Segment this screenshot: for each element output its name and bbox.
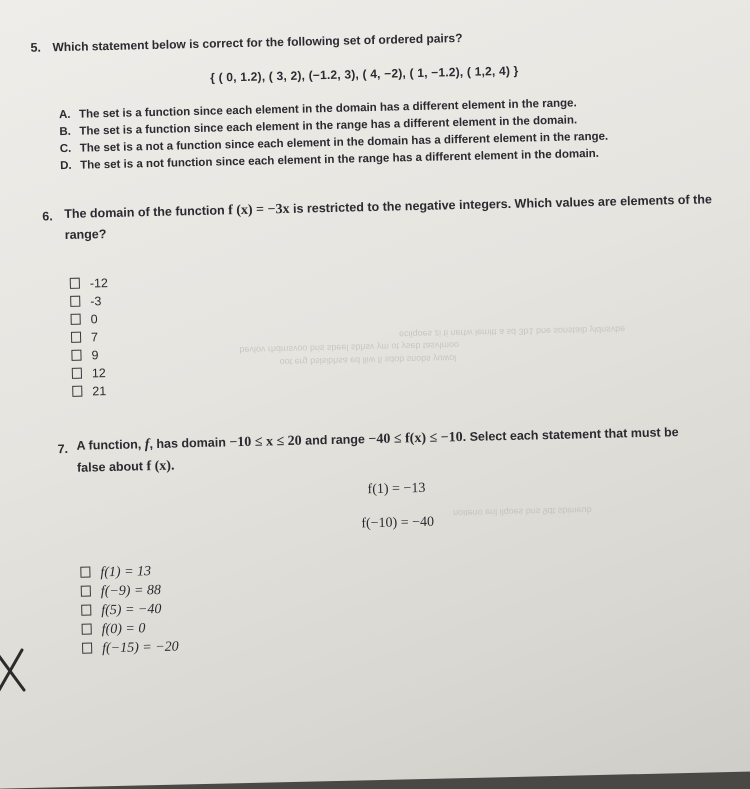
bleed-through-text: oot erg bslsibhsa ed lliw fi sdob snobs yuwol <box>279 353 457 368</box>
option-text: The set is a function since each element in the range has a different element in the domain. <box>79 114 578 138</box>
question-7-text-part: false about <box>76 459 144 475</box>
question-7-text-part: A function, <box>76 437 142 453</box>
bleed-through-text: noiteno eril ilqoes bns 9dt sbimeub <box>453 505 592 519</box>
choice-label: f(0) = 0 <box>101 621 146 638</box>
choice-7[interactable] <box>71 330 98 345</box>
choice-label: -12 <box>89 276 109 291</box>
choice-label: -3 <box>90 294 102 309</box>
choice-9[interactable] <box>71 348 98 363</box>
checkbox[interactable] <box>82 623 92 634</box>
checkbox[interactable] <box>72 386 82 397</box>
option-letter: B. <box>59 125 72 139</box>
checkbox[interactable] <box>71 314 81 325</box>
question-7-text-part: , has domain <box>149 435 227 452</box>
question-6-text-start: The domain of the function <box>64 203 225 222</box>
choice-f5-minus-40[interactable] <box>81 602 161 620</box>
checkbox[interactable] <box>70 278 80 289</box>
choice-12[interactable] <box>72 366 106 381</box>
question-6-text-range: range? <box>64 227 107 243</box>
checkbox[interactable] <box>72 368 82 379</box>
choice-label: f(1) = 13 <box>100 564 152 581</box>
checkbox[interactable] <box>71 332 81 343</box>
question-7-text-part: and range <box>305 432 366 448</box>
function-f: f <box>144 437 150 453</box>
choice-f1-13[interactable] <box>80 564 151 582</box>
range-inequality: −40 ≤ f(x) ≤ −10 <box>368 430 463 448</box>
choice-minus-3[interactable] <box>70 294 101 309</box>
choice-21[interactable] <box>72 384 106 399</box>
option-text: The set is a not a function since each element in the domain has a different element in the range. <box>79 130 609 155</box>
function-fx: f (x). <box>146 458 175 475</box>
choice-label: 9 <box>91 348 99 363</box>
choice-f-15-minus-20[interactable] <box>82 640 179 658</box>
question-6-number: 6. <box>42 209 53 224</box>
handwritten-x-mark <box>0 646 32 696</box>
choice-label: 7 <box>90 330 99 345</box>
checkbox[interactable] <box>81 586 91 597</box>
question-5-number: 5. <box>30 40 42 55</box>
question-6-text-end: is restricted to the negative integers. Which values are elements of the <box>292 192 712 216</box>
choice-label: f(−9) = 88 <box>100 582 162 600</box>
choice-f-9-88[interactable] <box>81 583 161 601</box>
option-letter: C. <box>59 142 72 156</box>
function-definition: f (x) = −3x <box>227 201 290 219</box>
option-letter: A. <box>58 108 71 122</box>
choice-label: 12 <box>91 366 106 381</box>
question-7-text-line2 <box>77 459 175 477</box>
option-letter: D. <box>60 159 72 173</box>
question-5-text: Which statement below is correct for the following set of ordered pairs? <box>52 30 463 55</box>
choice-0[interactable] <box>71 312 98 327</box>
bleed-through-text: ecilqoes zi ti nertw lemitt a sd 3b1 bne sonstaib yldnsvbe <box>398 324 626 340</box>
question-6-text <box>64 192 712 223</box>
checkbox[interactable] <box>70 296 80 307</box>
given-value-2: f(−10) = −40 <box>361 514 435 532</box>
checkbox[interactable] <box>71 350 81 361</box>
choice-minus-12[interactable] <box>70 276 108 291</box>
checkbox[interactable] <box>82 642 92 653</box>
bleed-through-text: bevlov rhdmsvoo bris sbeel sbhsv ym ot yseb tasvlmoo <box>239 340 460 356</box>
ordered-pairs-set: { ( 0, 1.2), ( 3, 2), (−1.2, 3), ( 4, −2), ( 1, −1.2), ( 1,2, 4) } <box>210 63 519 85</box>
checkbox[interactable] <box>81 604 91 615</box>
question-7-number: 7. <box>57 441 69 457</box>
choice-label: 21 <box>92 384 107 399</box>
given-value-1: f(1) = −13 <box>367 480 426 498</box>
question-7-text-part: . Select each statement that must be <box>462 425 679 445</box>
option-text: The set is a function since each element in the domain has a different element in the range. <box>78 97 577 121</box>
choice-label: f(5) = −40 <box>101 601 162 619</box>
domain-inequality: −10 ≤ x ≤ 20 <box>229 433 302 451</box>
choice-label: f(−15) = −20 <box>101 639 179 657</box>
option-text: The set is a not function since each element in the range has a different element in the domain. <box>80 147 600 172</box>
question-7-text <box>76 425 679 455</box>
choice-label: 0 <box>90 312 98 327</box>
checkbox[interactable] <box>80 567 90 578</box>
choice-f0-0[interactable] <box>82 621 146 638</box>
